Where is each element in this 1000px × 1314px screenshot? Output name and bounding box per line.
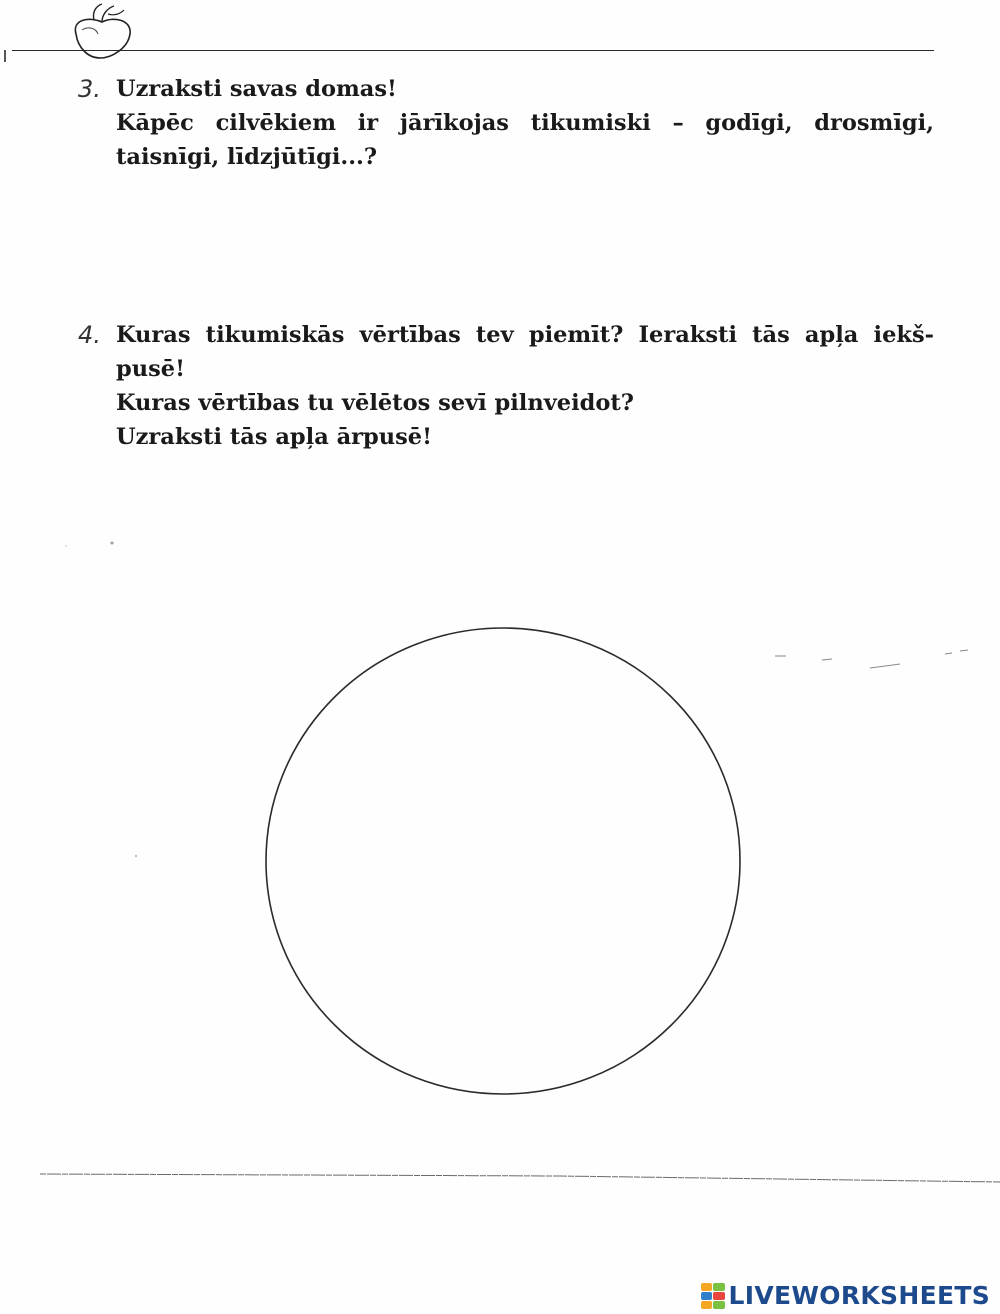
liveworksheets-branding [701, 1281, 990, 1310]
liveworksheets-logo-icon [701, 1283, 725, 1309]
task-3-number: 3. [78, 75, 101, 103]
header-divider [12, 50, 934, 51]
task-3 [78, 72, 958, 174]
task-4-instruction-line-2: pusē! [116, 356, 185, 382]
margin-tick [4, 50, 6, 62]
task-3-question-line-1: Kāpēc cilvēkiem ir jārīkojas tikumiski – godīgi, drosmīgi, [116, 110, 934, 136]
branding-text: LIVEWORKSHEETS [728, 1281, 990, 1310]
task-3-title: Uzraksti savas domas! [116, 76, 397, 102]
footer-divider [40, 1172, 1000, 1202]
task-4 [78, 318, 958, 454]
task-4-instruction-line-1: Kuras tikumiskās vērtības tev piemīt? Ieraksti tās apļa iekš- [116, 322, 934, 348]
task-4-instruction-line-4: Uzraksti tās apļa ārpusē! [116, 424, 432, 450]
task-4-instruction-line-3: Kuras vērtības tu vēlētos sevī pilnveidot? [116, 390, 634, 416]
answer-circle [260, 622, 746, 1100]
task-4-number: 4. [78, 321, 101, 349]
task-3-question-line-2: taisnīgi, līdzjūtīgi...? [116, 144, 378, 170]
fruit-sketch-icon [68, 0, 140, 64]
